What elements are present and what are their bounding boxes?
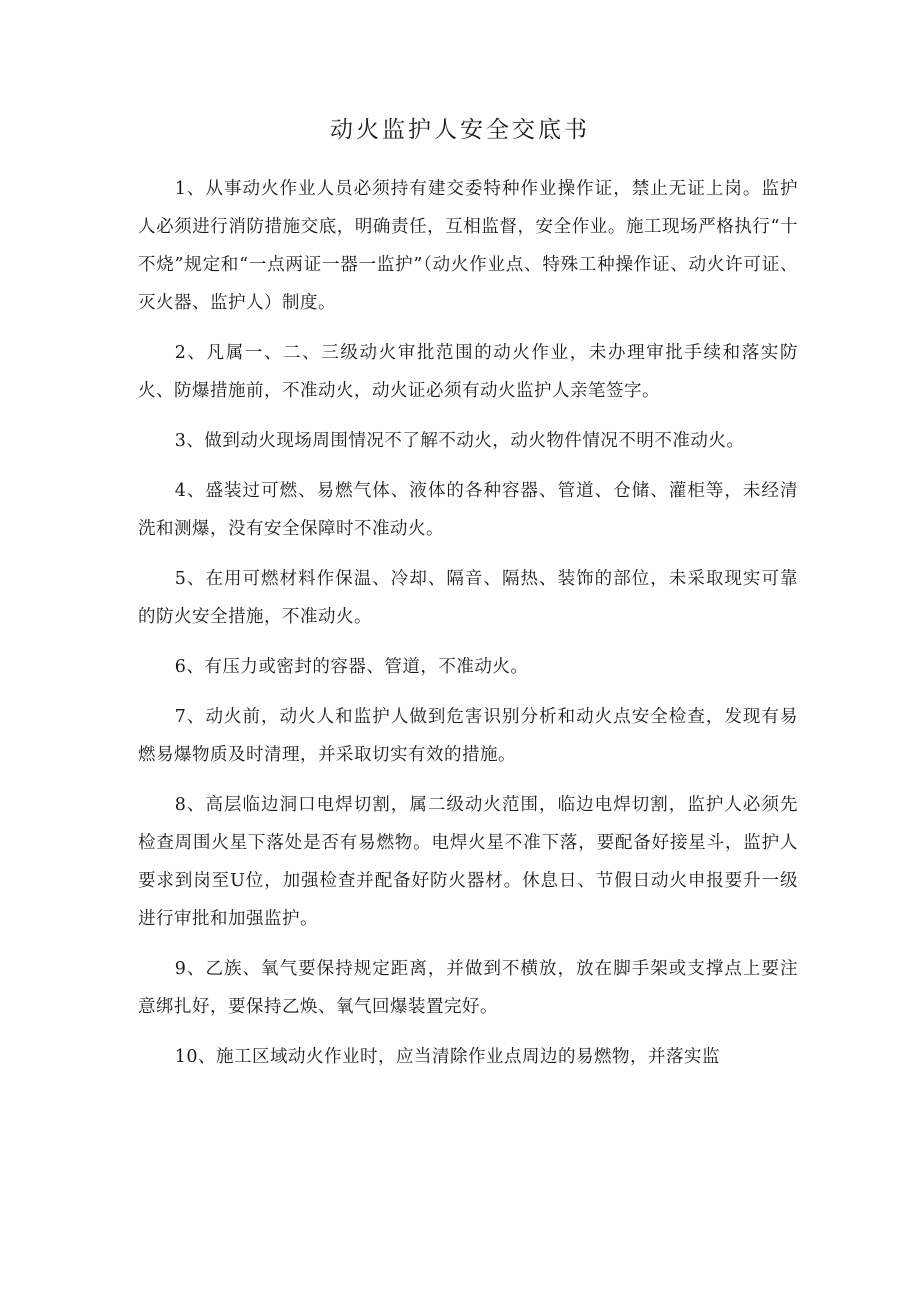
paragraph-7: 7、动火前，动火人和监护人做到危害识别分析和动火点安全检查，发现有易燃易爆物质及时清理，并采取切实有效的措施。 bbox=[138, 707, 798, 765]
paragraph-6: 6、有压力或密封的容器、管道，不准动火。 bbox=[174, 657, 529, 677]
paragraph-2: 2、凡属一、二、三级动火审批范围的动火作业，未办理审批手续和落实防火、防爆措施前，不准动火，动火证必须有动火监护人亲笔签字。 bbox=[138, 343, 798, 401]
document-title: 动火监护人安全交底书 bbox=[330, 117, 590, 143]
paragraph-10: 10、施工区域动火作业时，应当清除作业点周边的易燃物，并落实监 bbox=[174, 1047, 721, 1067]
paragraph-5: 5、在用可燃材料作保温、冷却、隔音、隔热、装饰的部位，未采取现实可靠的防火安全措施，不准动火。 bbox=[138, 569, 798, 627]
paragraph-1: 1、从事动火作业人员必须持有建交委特种作业操作证，禁止无证上岗。监护人必须进行消防措施交底，明确责任，互相监督，安全作业。施工现场严格执行“十不烧”规定和“一点两证一器一监护”（动火作业点、特殊工种操作证、动火许可证、灭火器、监护人）制度。 bbox=[138, 179, 798, 313]
paragraph-9: 9、乙族、氧气要保持规定距离，并做到不横放，放在脚手架或支撑点上要注意绑扎好，要保持乙焕、氧气回爆装置完好。 bbox=[138, 959, 798, 1017]
paragraph-8: 8、高层临边洞口电焊切割，属二级动火范围，临边电焊切割，监护人必须先检查周围火星下落处是否有易燃物。电焊火星不准下落，要配备好接星斗，监护人要求到岗至U位，加强检查并配备好防火器材。休息日、节假日动火申报要升一级进行审批和加强监护。 bbox=[138, 795, 798, 929]
paragraph-4: 4、盛装过可燃、易燃气体、液体的各种容器、管道、仓储、灌柜等，未经清洗和测爆，没有安全保障时不准动火。 bbox=[138, 481, 798, 539]
paragraph-3: 3、做到动火现场周围情况不了解不动火，动火物件情况不明不准动火。 bbox=[174, 431, 745, 451]
document-body bbox=[138, 170, 798, 1088]
